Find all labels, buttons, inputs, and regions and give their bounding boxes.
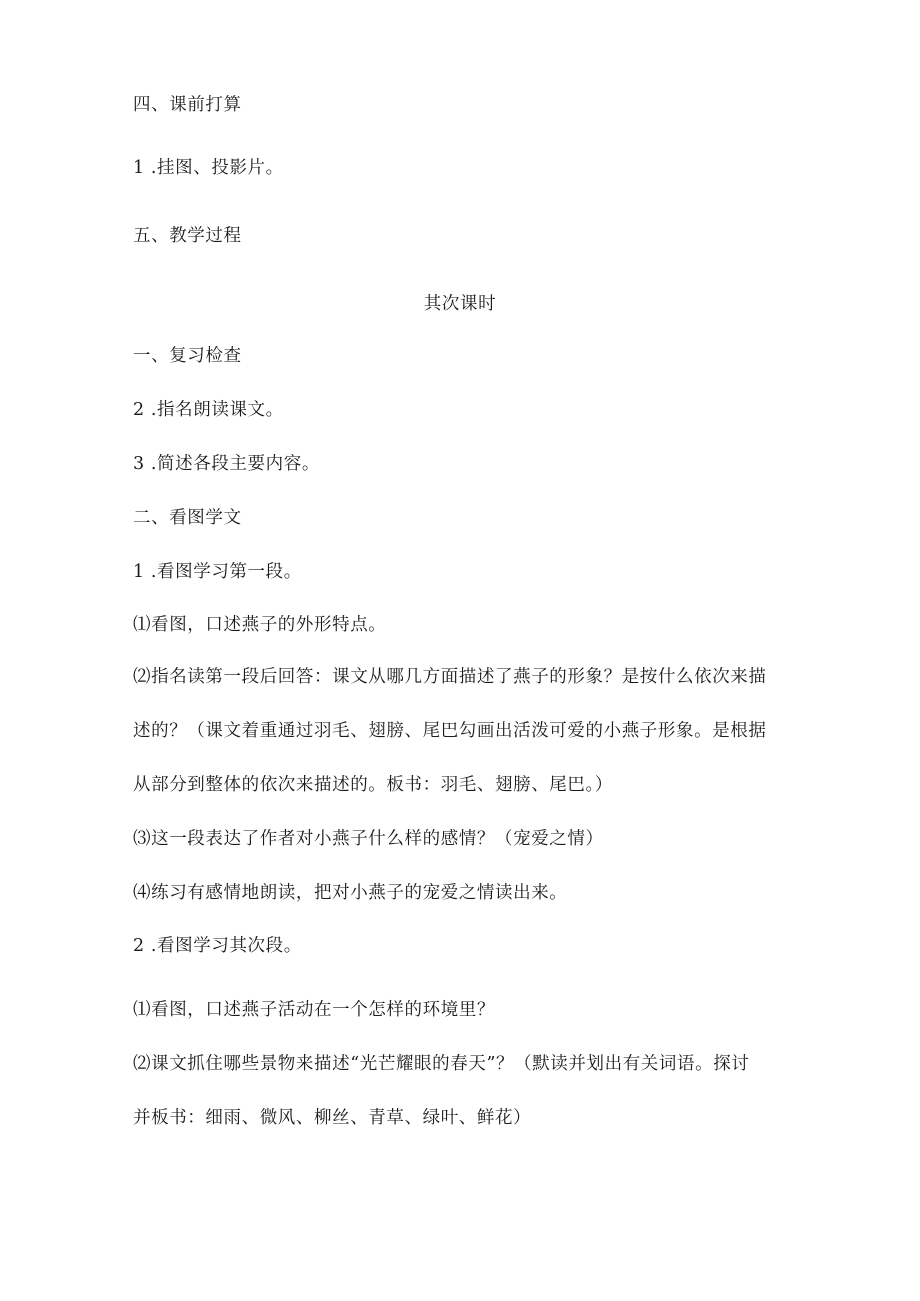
list-item: 2 .看图学习其次段。 xyxy=(133,936,302,956)
section-heading-preparation: 四、课前打算 xyxy=(133,95,242,115)
list-item: 1 .挂图、投影片。 xyxy=(133,158,284,178)
section-heading-study: 二、看图学文 xyxy=(133,508,242,528)
paragraph-line: 并板书：细雨、微风、柳丝、青草、绿叶、鲜花） xyxy=(133,1108,532,1128)
list-item: 1 .看图学习第一段。 xyxy=(133,562,302,582)
section-heading-review: 一、复习检查 xyxy=(133,346,242,366)
lesson-title: 其次课时 xyxy=(423,294,497,314)
section-heading-process: 五、教学过程 xyxy=(133,226,242,246)
paragraph-line: 从部分到整体的依次来描述的。板书：羽毛、翅膀、尾巴。） xyxy=(133,775,613,795)
sub-item: ⑶这一段表达了作者对小燕子什么样的感情？（宠爱之情） xyxy=(133,829,604,849)
paragraph-line: 述的？（课文着重通过羽毛、翅膀、尾巴勾画出活泼可爱的小燕子形象。是根据 xyxy=(133,721,767,741)
paragraph-line: ⑵指名读第一段后回答：课文从哪几方面描述了燕子的形象？是按什么依次来描 xyxy=(133,667,767,687)
sub-item: ⑴看图，口述燕子的外形特点。 xyxy=(133,615,387,635)
list-item: 3 .简述各段主要内容。 xyxy=(133,454,320,474)
sub-item: ⑴看图，口述燕子活动在一个怎样的环境里？ xyxy=(133,1000,495,1020)
paragraph-line: ⑵课文抓住哪些景物来描述“光芒耀眼的春天”？（默读并划出有关词语。探讨 xyxy=(133,1054,750,1074)
list-item: 2 .指名朗读课文。 xyxy=(133,400,284,420)
sub-item: ⑷练习有感情地朗读，把对小燕子的宠爱之情读出来。 xyxy=(133,883,568,903)
